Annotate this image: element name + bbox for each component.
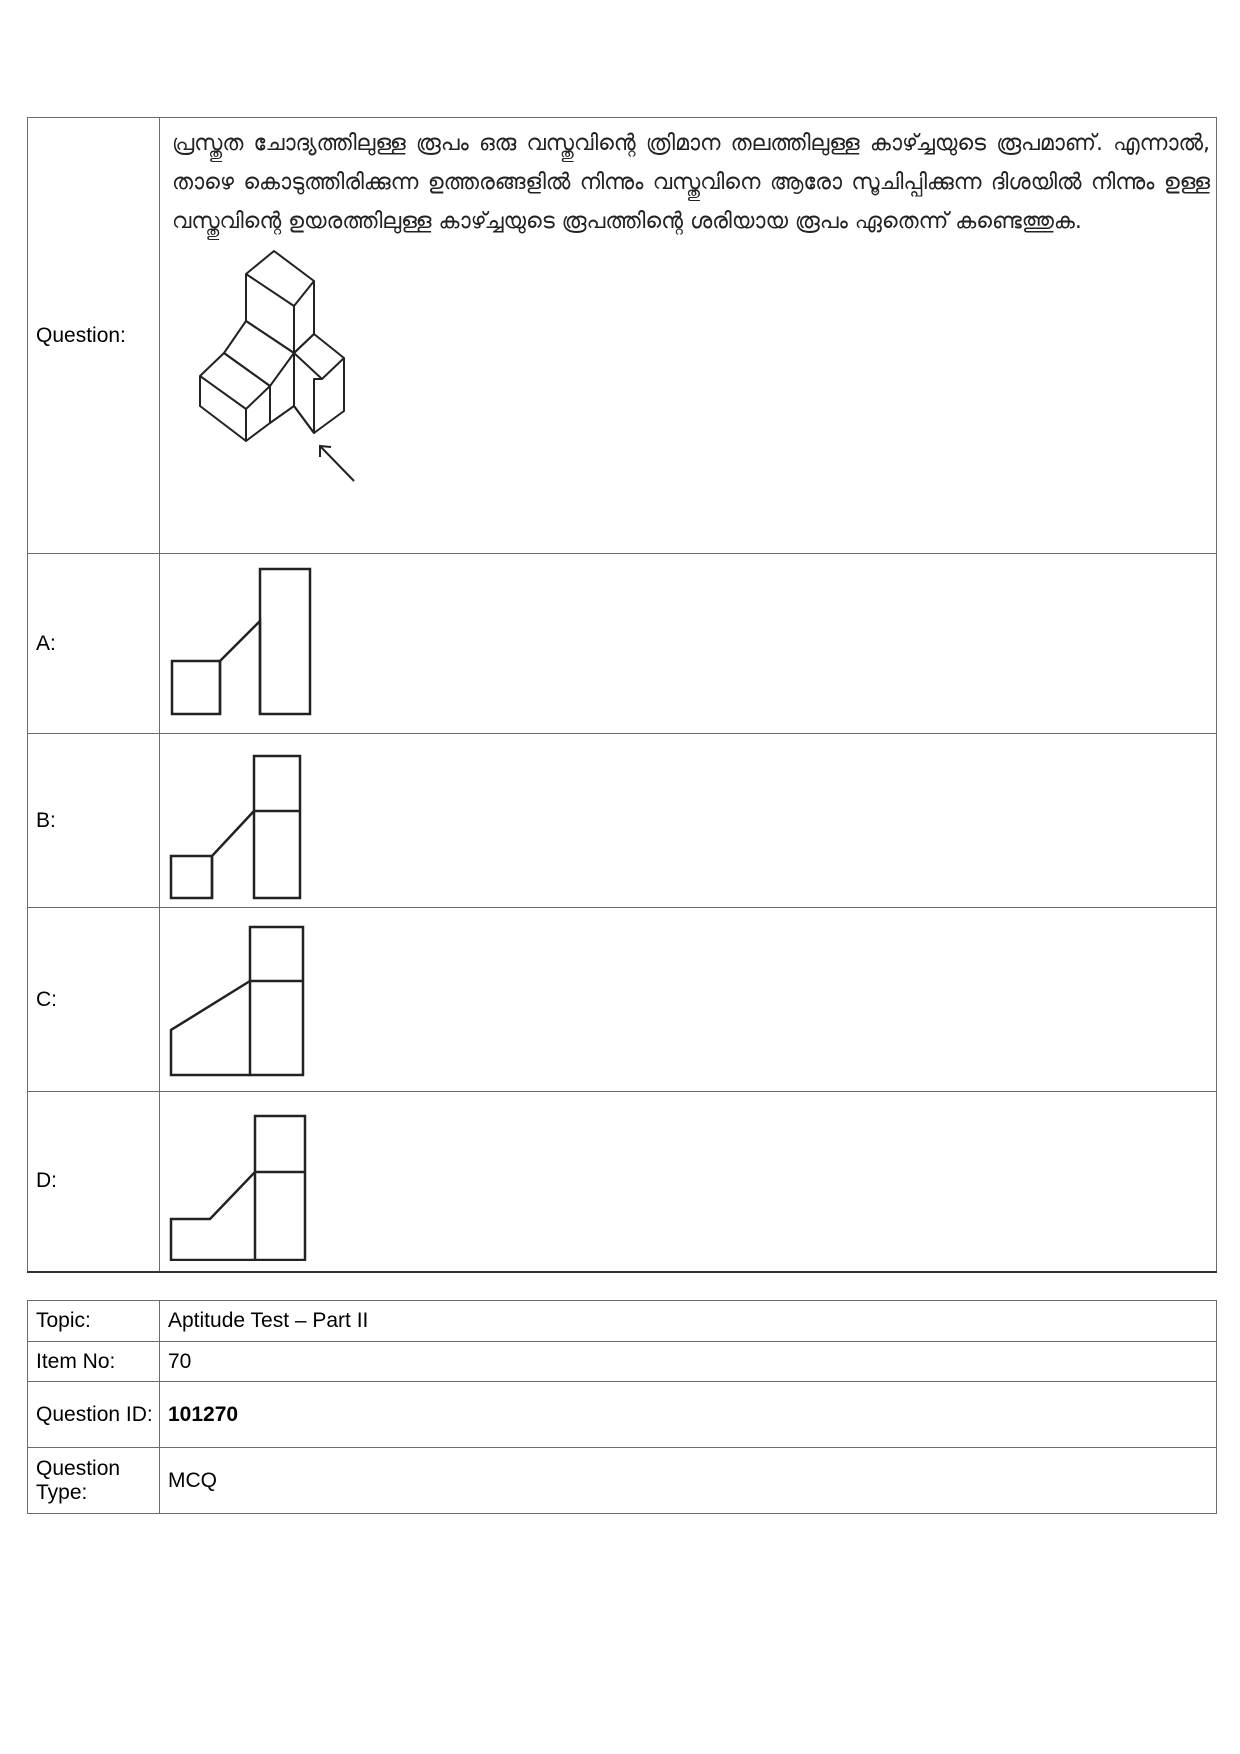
option-b-content [160, 734, 1217, 908]
figure-cube-right [246, 386, 270, 441]
figure-slope-front [270, 353, 294, 423]
figure-right-top [294, 334, 344, 379]
figure-cube-left [200, 376, 246, 441]
option-row-a [28, 554, 1217, 734]
question-content [160, 118, 1217, 554]
figure-right-right [314, 358, 344, 433]
option-a-figure[interactable] [168, 564, 328, 724]
question-table [27, 117, 1217, 1273]
option-a-content [160, 554, 1217, 734]
option-b-label: B: [28, 734, 160, 908]
option-a-label: A: [28, 554, 160, 734]
option-d-label: D: [28, 1092, 160, 1272]
question-row [28, 118, 1217, 554]
question-type-value: MCQ [160, 1448, 1217, 1514]
figure-tall-left [246, 274, 294, 353]
direction-arrow-icon [320, 446, 354, 481]
question-id-value: 101270 [160, 1382, 1217, 1448]
meta-table [27, 1300, 1217, 1514]
option-b-figure[interactable] [168, 741, 328, 901]
option-c-figure[interactable] [168, 915, 328, 1085]
meta-row-qtype [28, 1448, 1217, 1514]
option-c-label: C: [28, 908, 160, 1092]
figure-right-edge [294, 406, 314, 433]
item-no-label: Item No: [28, 1342, 160, 1382]
option-d-figure[interactable] [168, 1101, 328, 1261]
topic-label: Topic: [28, 1301, 160, 1342]
question-type-label: Question Type: [28, 1448, 160, 1514]
question-text: പ്രസ്തുത ചോദ്യത്തിലുള്ള രൂപം ഒരു വസ്തുവിന്റെ ത്രിമാന തലത്തിലുള്ള കാഴ്ച്ചയുടെ രൂപമാണ്. എന്നാൽ, താഴെ കൊടുത്തിരിക്കുന്ന ഉത്തരങ്ങളിൽ നിന്നും വസ്തുവിനെ ആരോ സൂചിപ്പിക്കുന്ന ദിശയിൽ നിന്നും ഉള്ള വസ്തുവിന്റെ ഉയരത്തിലുള്ള കാഴ്ച്ചയുടെ രൂപത്തിന്റെ ശരിയായ രൂപം ഏതെന്ന് കണ്ടെത്തുക. [172, 131, 1210, 234]
question-id-label: Question ID: [28, 1382, 160, 1448]
meta-row-item [28, 1342, 1217, 1382]
question-label: Question: [28, 118, 160, 554]
figure-slope [224, 321, 294, 386]
figure-tall-top [246, 251, 314, 306]
option-c-content [160, 908, 1217, 1092]
meta-row-topic [28, 1301, 1217, 1342]
isometric-figure [174, 241, 374, 501]
figure-cube-top [200, 353, 270, 409]
option-row-b [28, 734, 1217, 908]
item-no-value: 70 [160, 1342, 1217, 1382]
topic-value: Aptitude Test – Part II [160, 1301, 1217, 1342]
option-d-content [160, 1092, 1217, 1272]
meta-row-qid [28, 1382, 1217, 1448]
option-row-c [28, 908, 1217, 1092]
option-row-d [28, 1092, 1217, 1272]
